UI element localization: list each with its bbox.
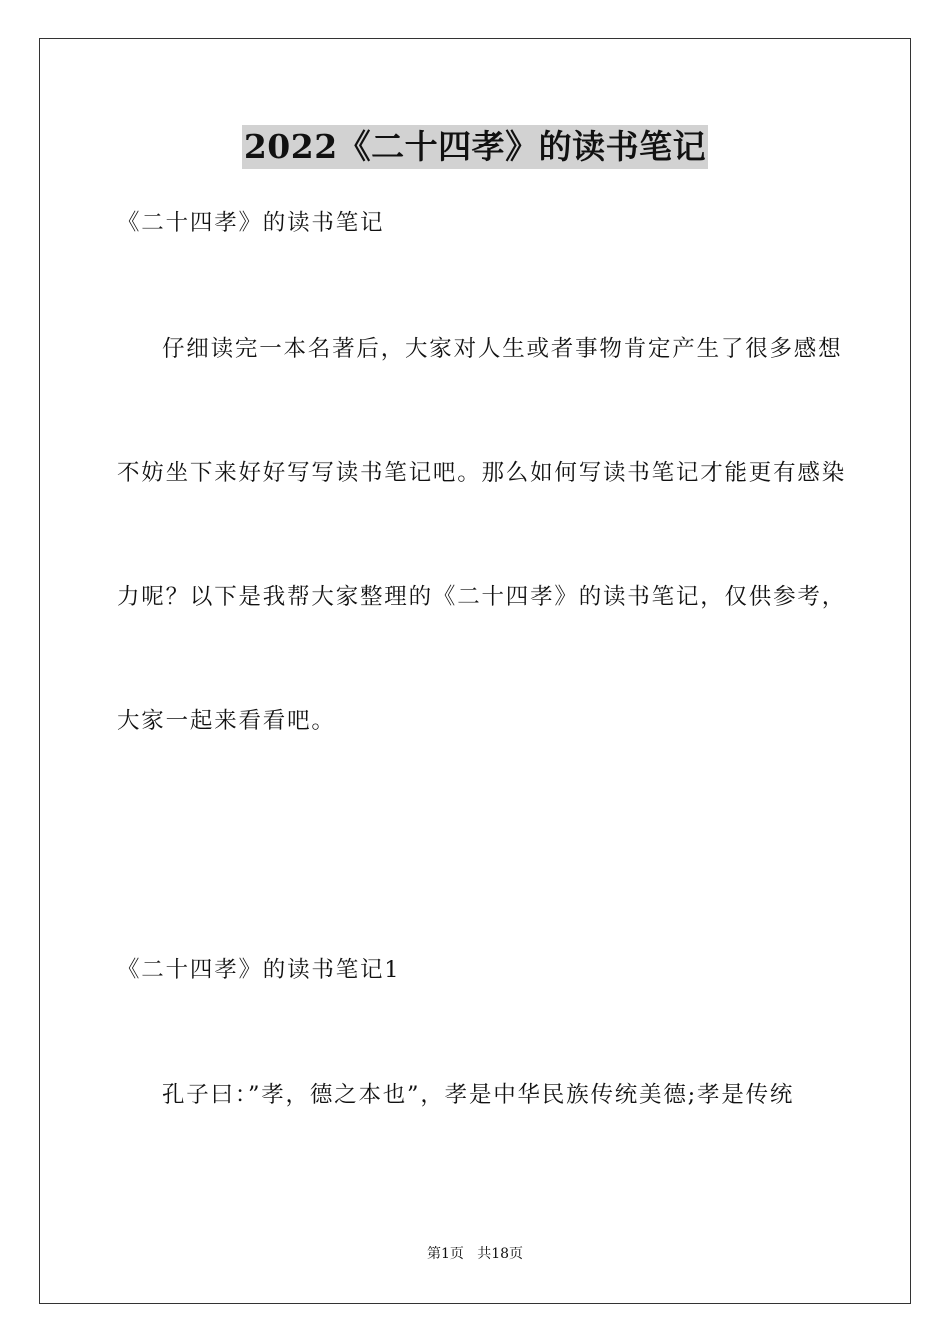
paragraph-line: 力呢？以下是我帮大家整理的《二十四孝》的读书笔记，仅供参考， — [117, 584, 847, 610]
section-heading: 《二十四孝》的读书笔记1 — [117, 957, 401, 983]
document-title: 2022《二十四孝》的读书笔记 — [242, 125, 708, 169]
paragraph-line: 仔细读完一本名著后，大家对人生或者事物肯定产生了很多感想 — [162, 336, 843, 362]
paragraph-line: 不妨坐下来好好写写读书笔记吧。那么如何写读书笔记才能更有感染 — [117, 460, 847, 486]
page-number-footer: 第1页 共18页 — [426, 1246, 524, 1262]
subtitle-line: 《二十四孝》的读书笔记 — [117, 210, 385, 236]
title-container — [0, 125, 950, 169]
paragraph-line: 孔子曰：”孝，德之本也”，孝是中华民族传统美德;孝是传统 — [162, 1082, 795, 1108]
paragraph-line: 大家一起来看看吧。 — [117, 708, 336, 734]
